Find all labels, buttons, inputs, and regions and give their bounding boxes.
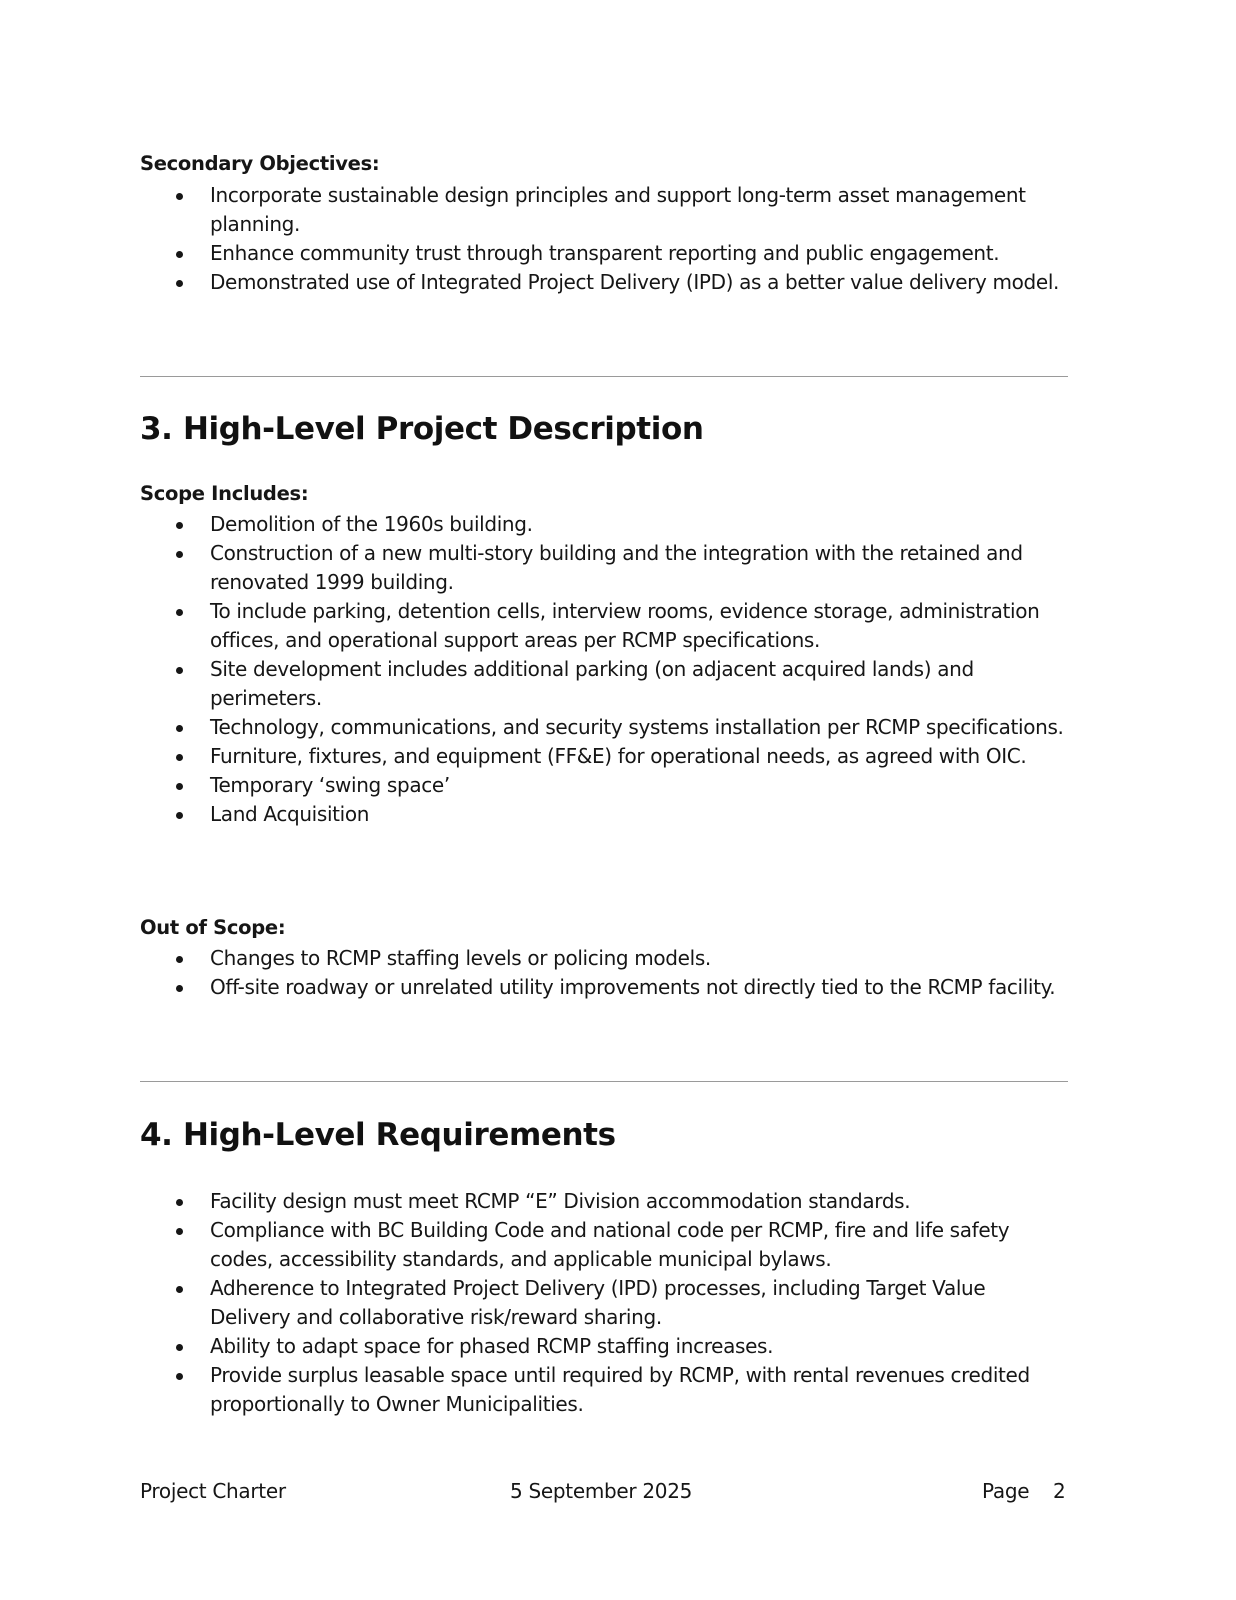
footer-page-label: Page [982, 1479, 1030, 1503]
requirements-list [140, 1187, 1070, 1419]
scope-includes-label: Scope Includes: [140, 482, 309, 505]
list-item: Ability to adapt space for phased RCMP staffing increases. [140, 1332, 1070, 1361]
list-item: Demonstrated use of Integrated Project Delivery (IPD) as a better value delivery model. [140, 268, 1070, 297]
list-item: Changes to RCMP staffing levels or policing models. [140, 944, 1070, 973]
section-3-heading: 3. High-Level Project Description [140, 411, 704, 447]
section-4-heading: 4. High-Level Requirements [140, 1117, 616, 1153]
list-item: To include parking, detention cells, interview rooms, evidence storage, administration offices, and operational support areas per RCMP specifications. [140, 597, 1070, 655]
list-item: Enhance community trust through transparent reporting and public engagement. [140, 239, 1070, 268]
footer-date: 5 September 2025 [510, 1479, 693, 1503]
list-item: Site development includes additional parking (on adjacent acquired lands) and perimeters. [140, 655, 1070, 713]
list-item: Demolition of the 1960s building. [140, 510, 1070, 539]
footer-page-number: 2 [1053, 1479, 1066, 1503]
list-item: Off-site roadway or unrelated utility improvements not directly tied to the RCMP facility. [140, 973, 1070, 1002]
scope-includes-list [140, 510, 1070, 829]
out-of-scope-list [140, 944, 1070, 1002]
section-divider [140, 1081, 1068, 1082]
list-item: Facility design must meet RCMP “E” Division accommodation standards. [140, 1187, 1070, 1216]
list-item: Technology, communications, and security systems installation per RCMP specifications. [140, 713, 1070, 742]
list-item: Compliance with BC Building Code and national code per RCMP, fire and life safety codes, accessibility standards, and applicable municipal bylaws. [140, 1216, 1070, 1274]
section-divider [140, 376, 1068, 377]
list-item: Furniture, fixtures, and equipment (FF&E) for operational needs, as agreed with OIC. [140, 742, 1070, 771]
out-of-scope-label: Out of Scope: [140, 916, 286, 939]
list-item: Construction of a new multi-story building and the integration with the retained and renovated 1999 building. [140, 539, 1070, 597]
secondary-objectives-label: Secondary Objectives: [140, 152, 380, 175]
list-item: Land Acquisition [140, 800, 1070, 829]
list-item: Incorporate sustainable design principles and support long-term asset management planning. [140, 181, 1070, 239]
secondary-objectives-list [140, 181, 1070, 297]
footer-document-title: Project Charter [140, 1479, 286, 1503]
list-item: Temporary ‘swing space’ [140, 771, 1070, 800]
list-item: Adherence to Integrated Project Delivery (IPD) processes, including Target Value Delivery and collaborative risk/reward sharing. [140, 1274, 1070, 1332]
list-item: Provide surplus leasable space until required by RCMP, with rental revenues credited proportionally to Owner Municipalities. [140, 1361, 1070, 1419]
